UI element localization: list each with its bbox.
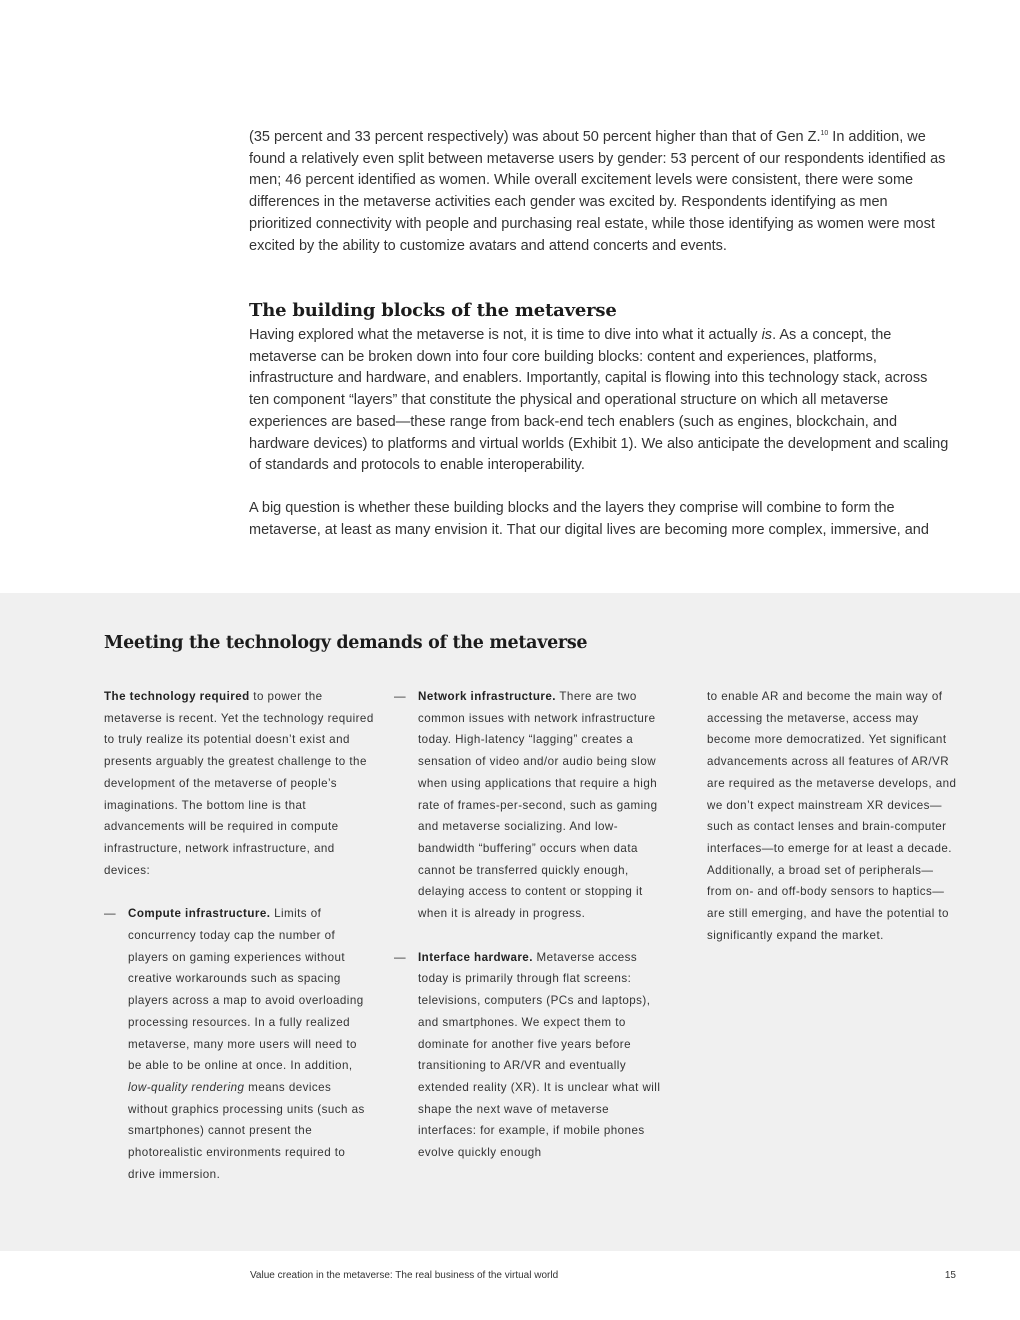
body-paragraph-1	[249, 127, 949, 257]
paragraph-text: means devices without graphics processing units (such as smartphones) cannot present the photorealistic environments required to drive immersion.	[128, 1080, 365, 1181]
emphasis-text: is	[761, 327, 773, 343]
paragraph-text: Having explored what the metaverse is not, it is time to dive into what it actually	[249, 327, 762, 343]
dash-bullet: —	[394, 950, 407, 964]
lead-in-bold: Interface hardware.	[418, 950, 533, 964]
paragraph-text: Metaverse access today is primarily through flat screens: televisions, computers (PCs and laptops), and smartphones. We expect them to dominate for another five years before transitioning to AR/VR and eventually extended reality (XR). It is unclear what will shape the next wave of metaverse interfaces: for example, if mobile phones evolve quickly enough	[418, 950, 661, 1160]
lead-in-bold: The technology required	[104, 690, 250, 703]
list-item-compute	[104, 903, 374, 1185]
sidebar-title: Meeting the technology demands of the metaverse	[104, 633, 588, 653]
paragraph-text: There are two common issues with network infrastructure today. High-latency “lagging” creates a sensation of video and/or audio being slow when using applications that require a high rate of frames-per-second, such as gaming and metaverse socializing. And low-bandwidth “buffering” occurs when data cannot be transferred quickly enough, delaying access to content or stopping it when it is already in progress.	[418, 690, 658, 921]
sidebar-panel	[0, 593, 1020, 1251]
body-paragraph-2	[249, 325, 949, 477]
dash-bullet: —	[394, 690, 407, 703]
list-item-network	[394, 686, 666, 925]
body-paragraph-3: A big question is whether these building blocks and the layers they comprise will combine to form the metaverse, at least as many envision it. That our digital lives are becoming more complex, immersive, and	[249, 500, 929, 538]
paragraph-text: to power the metaverse is recent. Yet the technology required to truly realize its potential doesn’t exist and presents arguably the greatest challenge to the development of the metaverse of people’s imaginations. The bottom line is that advancements will be required in compute infrastructure, network infrastructure, and devices:	[104, 690, 374, 877]
sidebar-column-2	[394, 686, 666, 1164]
dash-bullet: —	[104, 907, 117, 921]
paragraph-text: Limits of concurrency today cap the number of players on gaming experiences without creative workarounds such as spacing players across a map to avoid overloading processing resources. In a fully realized metaverse, many more users will need to be able to be online at once. In addition,	[128, 907, 364, 1073]
lead-in-bold: Network infrastructure.	[418, 690, 556, 703]
lead-in-bold: Compute infrastructure.	[128, 907, 271, 921]
footer-title: Value creation in the metaverse: The real business of the virtual world	[250, 1270, 559, 1281]
paragraph-text: In addition, we found a relatively even split between metaverse users by gender: 53 percent of our respondents identified as men; 46 percent identified as women. While overall excitement levels were consistent, there were some differences in the metaverse activities each gender was excited by. Respondents identifying as men prioritized connectivity with people and purchasing real estate, while those identifying as women were most excited by the ability to customize avatars and attend concerts and events.	[249, 129, 946, 254]
emphasis-text: low-quality rendering	[128, 1080, 245, 1094]
list-item-interface	[394, 947, 666, 1164]
sidebar-column-3	[707, 686, 957, 946]
sidebar-intro	[104, 686, 374, 881]
paragraph-text: . As a concept, the metaverse can be broken down into four core building blocks: content and experiences, platforms, infrastructure and hardware, and enablers. Importantly, capital is flowing into this technology stack, across ten component “layers” that constitute the physical and operational structure on which all metaverse experiences are based—these range from back-end tech enablers (such as engines, blockchain, and hardware devices) to platforms and virtual worlds (Exhibit 1). We also anticipate the development and scaling of standards and protocols to enable interoperability.	[249, 327, 949, 474]
footnote-marker[interactable]: 10	[820, 130, 829, 138]
sidebar-column-1	[104, 686, 374, 1185]
page-number: 15	[944, 1270, 956, 1281]
paragraph-text: (35 percent and 33 percent respectively) was about 50 percent higher than that of Gen Z.	[249, 129, 821, 145]
list-item-interface-continued: to enable AR and become the main way of accessing the metaverse, access may become more democratized. Yet significant advancements across all features of AR/VR are required as the metaverse develops, and we don’t expect mainstream XR devices—such as contact lenses and brain-computer interfaces—to emerge for at least a decade. Additionally, a broad set of peripherals—from on- and off-body sensors to haptics—are still emerging, and have the potential to significantly expand the market.	[707, 690, 957, 942]
section-heading: The building blocks of the metaverse	[249, 300, 617, 321]
